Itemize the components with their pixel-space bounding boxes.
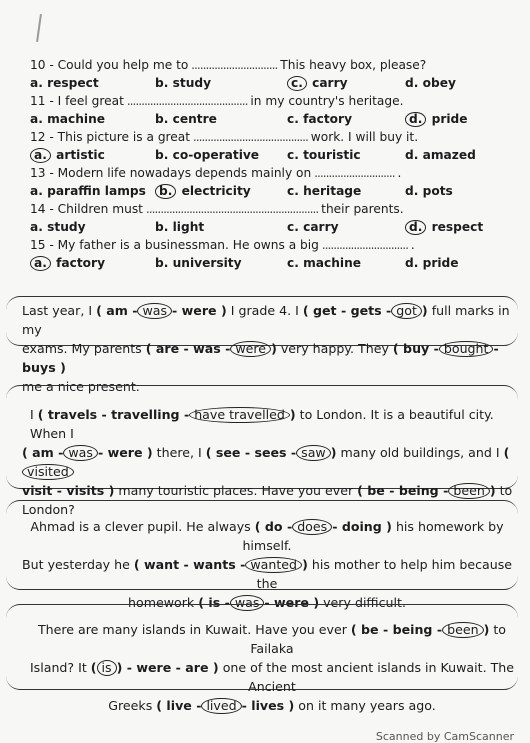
q13-option-b: b. electricity [155,184,251,199]
q15-option-b: b. university [155,256,242,270]
q12-stem: 12 - This picture is a great ........................................ work. I will buy it. [30,130,419,144]
q15-option-d: d. pride [405,256,459,270]
chosen-does: does [292,519,332,535]
q13-option-c: c. heritage [287,184,362,198]
pen-mark [36,14,42,42]
answer-circle: b. [155,184,176,199]
chosen-saw: saw [296,445,331,461]
chosen-visited: visited [22,464,74,480]
answer-circle: d. [405,112,426,127]
q12-option-c: c. touristic [287,148,361,162]
chosen-was-2: was [63,445,98,461]
paragraph-4 [22,620,522,715]
answer-blank: ............................................................ [142,202,322,216]
q10-option-a: a. respect [30,76,99,90]
q10-option-c: c. carry [287,76,348,91]
q11-option-d: d. pride [405,112,468,127]
answer-blank: .......................................... [123,94,251,108]
q11-option-a: a. machine [30,112,106,126]
q15-option-a: a. factory [30,256,105,271]
p1-line-1: Last year, I ( am - was - were ) I grade 4. I ( get - gets - got ) full marks in my [22,303,510,337]
answer-circle: a. [30,148,51,163]
q11-option-b: b. centre [155,112,217,126]
paragraph-1 [22,301,512,396]
answer-circle: a. [30,256,51,271]
q14-option-c: c. carry [287,220,339,234]
chosen-have-travelled: have travelled [189,407,290,423]
p4-line-3: Greeks ( live - lived - lives ) on it many years ago. [108,698,436,713]
q14-option-b: b. light [155,220,205,234]
p1-line-2: exams. My parents ( are - was - were ) very happy. They ( buy - bought - buys ) [22,341,499,375]
q12-option-a: a. artistic [30,148,105,163]
answer-blank: .............................. [318,238,411,252]
chosen-bought: bought [439,341,494,357]
p4-line-1: There are many islands in Kuwait. Have you ever ( be - being - been ) to Failaka [37,622,506,656]
q10-stem: 10 - Could you help me to .............................. This heavy box, please? [30,58,427,72]
q13-option-d: d. pots [405,184,453,198]
answer-blank: ........................................ [190,130,311,144]
q13-option-a: a. paraffin lamps [30,184,146,198]
q15-option-c: c. machine [287,256,362,270]
q15-stem: 15 - My father is a businessman. He owns a big .............................. . [30,238,415,252]
chosen-been-2: been [442,622,483,638]
chosen-lived: lived [201,698,241,714]
p2-line-1: I ( travels - travelling - have travelled ) to London. It is a beautiful city. When I [30,407,494,441]
q12-option-d: d. amazed [405,148,476,162]
q12-option-b: b. co-operative [155,148,260,162]
answer-circle: d. [405,220,426,235]
p3-line-1: Ahmad is a clever pupil. He always ( do - does - doing ) his homework by himself. [30,519,504,553]
chosen-wanted: wanted [245,557,302,573]
answer-blank: .............................. [188,58,281,72]
answer-circle: c. [287,76,307,91]
q10-option-d: d. obey [405,76,456,90]
chosen-was-3: was [230,595,265,611]
chosen-were: were [230,341,271,357]
q14-stem: 14 - Children must ............................................................ their parents. [30,202,404,216]
chosen-got: got [391,303,422,319]
chosen-was: was [137,303,172,319]
p2-line-3: visit - visits ) many touristic places. Have you ever ( be - being - been ) to London? [22,483,513,517]
p4-line-2: Island? It ( is ) - were - are ) one of the most ancient islands in Kuwait. The Ancient [29,660,515,694]
q13-stem: 13 - Modern life nowadays depends mainly on ............................ . [30,166,402,180]
p2-line-2: ( am - was - were ) there, I ( see - sees - saw ) many old buildings, and I (visited [22,445,510,479]
p1-line-3: me a nice present. [22,379,140,394]
q11-option-c: c. factory [287,112,353,126]
q14-option-d: d. respect [405,220,483,235]
scanner-watermark: Scanned by CamScanner [375,730,514,743]
q10-option-b: b. study [155,76,212,90]
answer-blank: ............................ [311,166,398,180]
chosen-been: been [448,483,489,499]
p3-line-3: homework ( is - was - were ) very difficult. [128,595,406,610]
p3-line-2: But yesterday he ( want - wants - wanted ) his mother to help him because the [22,557,513,591]
q14-option-a: a. study [30,220,86,234]
paragraph-3 [22,517,512,612]
q11-stem: 11 - I feel great .......................................... in my country's heritage. [30,94,404,108]
chosen-is: is [97,660,117,676]
